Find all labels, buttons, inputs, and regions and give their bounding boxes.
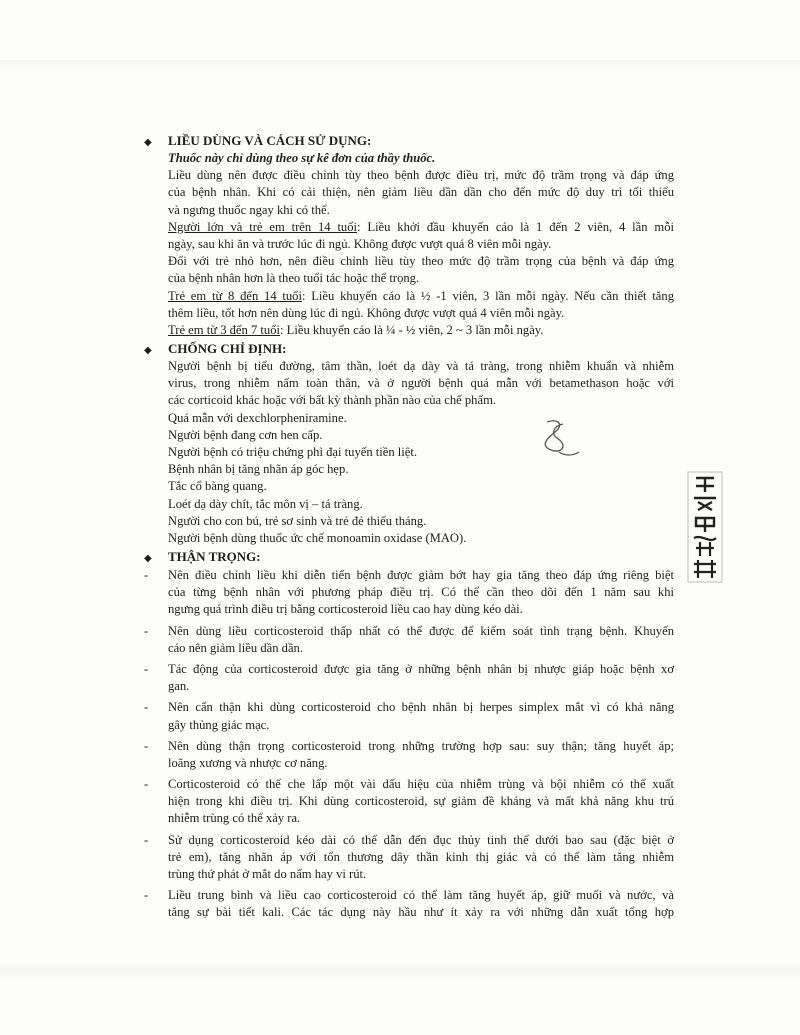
dash-marker: - [144,700,149,715]
contraindications-heading-text: CHỐNG CHỈ ĐỊNH: [168,341,287,357]
dosage-heading [144,131,674,150]
precaution-item [144,661,674,695]
contraindication-item: Bệnh nhân bị tăng nhãn áp góc hẹp. [168,462,349,477]
dash-marker: - [144,832,149,847]
child-8-14-label: Trẻ em từ 8 đến 14 tuổi [168,288,302,303]
child-dosage-line: của bệnh nhân hơn là theo tuổi tác hoặc thể trọng. [168,271,420,286]
precaution-line: Sử dụng corticosteroid kéo dài có thể dẫn đến đục thủy tinh thể dưới bao sau (đặc biệt ở [168,832,674,847]
child-8-14-text: : Liều khuyến cáo là ½ -1 viên, 3 lần mỗi ngày. Nếu cần thiết tăng [301,288,674,303]
dosage-line: Liều dùng nên được điều chỉnh tùy theo bệnh được điều trị, mức độ trầm trọng và đáp ứng [168,168,674,183]
precaution-line: nhiễm trùng có thể xảy ra. [168,811,301,826]
precautions-list [144,567,674,926]
prescription-note: Thuốc này chỉ dùng theo sự kê đơn của thầy thuốc. [168,151,436,165]
precaution-line: loãng xương và nhược cơ năng. [168,755,328,770]
diamond-bullet-icon: ◆ [144,345,152,357]
precaution-line: gây thủng giác mạc. [168,717,270,732]
scan-shadow-top [0,60,800,72]
precaution-line: tăng sự bài tiết kali. Các tác dụng này hầu như ít xảy ra với những dẫn xuất tổng hợp [168,905,674,920]
precaution-line: cáo nên giảm liều dần dần. [168,640,303,655]
precaution-item [144,623,674,657]
child-8-14-line [168,288,674,305]
contraindication-item: Người bệnh có triệu chứng phì đại tuyến tiền liệt. [168,445,418,459]
dash-marker: - [144,777,149,792]
contraindication-line: Người bệnh bị tiểu đường, tâm thần, loét dạ dày và tá tràng, trong nhiễm khuẩn và nhiễm [168,359,674,374]
child-3-7-label: Trẻ em từ 3 đến 7 tuổi [168,322,281,337]
precaution-line: trẻ em), tăng nhãn áp với tổn thương dây thần kinh thị giác và có thể làm tăng nhiễm [168,849,674,864]
contraindication-item: Loét dạ dày chít, tắc môn vị – tá tràng. [168,496,363,511]
vertical-stamp [682,468,728,586]
contraindication-item: Người bệnh đang cơn hen cấp. [168,427,323,442]
dash-marker: - [144,738,149,753]
precaution-line: Nên dùng thận trọng corticosteroid trong những trường hợp sau: suy thận; tăng huyết áp; [168,738,674,753]
contraindications-body [144,358,674,547]
precaution-line: hiện trong khi điều trị. Khi dùng corticosteroid, sự giảm đề kháng và mất khả năng khu trú [168,794,674,809]
dosage-line: và ngưng thuốc ngay khi có thể. [168,202,330,217]
diamond-bullet-icon: ◆ [144,553,152,565]
precaution-line: gan. [168,679,190,694]
contraindication-item: Quá mẫn với dexchlorpheniramine. [168,410,347,425]
dosage-body [144,150,674,339]
precautions-heading-text: THẬN TRỌNG: [168,549,261,565]
precaution-line: ngưng quá trình điều trị bằng corticosteroid liều cao hay dùng kéo dài. [168,602,523,617]
precaution-line: Nên dùng liều corticosteroid thấp nhất có thể được để kiểm soát tình trạng bệnh. Khuyến [168,623,674,638]
precaution-item [144,887,674,921]
dash-marker: - [144,568,149,582]
dash-marker: - [144,888,149,903]
dosage-heading-text: LIỀU DÙNG VÀ CÁCH SỬ DỤNG: [168,133,372,148]
child-8-14-line: thêm liều, tốt hơn nên dùng lúc đi ngủ. Không được vượt quá 4 viên mỗi ngày. [168,305,565,320]
precaution-line: Tác động của corticosteroid được gia tăng ở những bệnh nhân bị nhược giáp hoặc bệnh xơ [168,661,674,676]
precaution-item [144,567,674,619]
adult-dosage-line: ngày, sau khi ăn và trước lúc đi ngủ. Không được vượt quá 8 viên mỗi ngày. [168,236,552,251]
dash-marker: - [144,623,149,638]
precaution-line: của từng bệnh nhân với phương pháp điều trị. Có thể cần theo dõi đến 1 năm sau khi [168,585,674,600]
handwritten-signature [535,416,585,464]
dash-marker: - [144,661,149,676]
contraindication-line: virus, trong nhiễm nấm toàn thân, và ở người bệnh quá mẫn với betamethason hoặc với [168,376,674,391]
precaution-line: Corticosteroid có thể che lấp một vài dấu hiệu của nhiễm trùng và bội nhiễm có thể xuất [168,777,674,792]
precaution-item [144,832,674,884]
precaution-line: Nên điều chỉnh liều khi diễn tiến bệnh được giảm bớt hay gia tăng theo đáp ứng riêng biệt [168,568,674,582]
dosage-line: của bệnh nhân. Khi có cải thiện, nên giảm liều dần dần cho đến mức độ duy trì tối thiểu [168,185,674,200]
precaution-item [144,738,674,772]
contraindication-line: các corticoid khác hoặc với bất kỳ thành phần nào của chế phẩm. [168,393,497,408]
contraindication-item: Người bệnh dùng thuốc ức chế monoamin oxidase (MAO). [168,530,467,545]
child-dosage-line: Đối với trẻ nhỏ hơn, nên điều chỉnh liều tùy theo mức độ trầm trọng của bệnh và đáp ứng [168,254,674,269]
child-3-7-line [168,322,674,339]
precaution-line: Liều trung bình và liều cao corticosteroid có thể làm tăng huyết áp, giữ muối và nước, và [168,888,674,903]
precautions-heading [144,547,674,566]
adult-dosage-line [168,219,674,236]
diamond-bullet-icon: ◆ [144,137,152,148]
precaution-item [144,699,674,733]
child-3-7-text: : Liều khuyến cáo là ¼ - ½ viên, 2 ~ 3 lần mỗi ngày. [280,322,544,337]
scan-shadow-bottom [0,962,800,978]
adult-label: Người lớn và trẻ em trên 14 tuổi [168,219,358,234]
adult-text: : Liều khởi đầu khuyến cáo là 1 đến 2 viên, 4 lần mỗi [357,219,674,234]
precaution-line: Nên cẩn thận khi dùng corticosteroid cho bệnh nhân bị herpes simplex mắt vì có khả năng [168,700,674,715]
document-content [144,131,674,566]
contraindications-heading [144,339,674,358]
contraindication-item: Tắc cổ bàng quang. [168,479,267,494]
precaution-line: trùng thứ phát ở mắt do nấm hay vi rút. [168,867,367,881]
precaution-item [144,776,674,828]
contraindication-item: Người cho con bú, trẻ sơ sinh và trẻ đẻ thiếu tháng. [168,513,427,528]
